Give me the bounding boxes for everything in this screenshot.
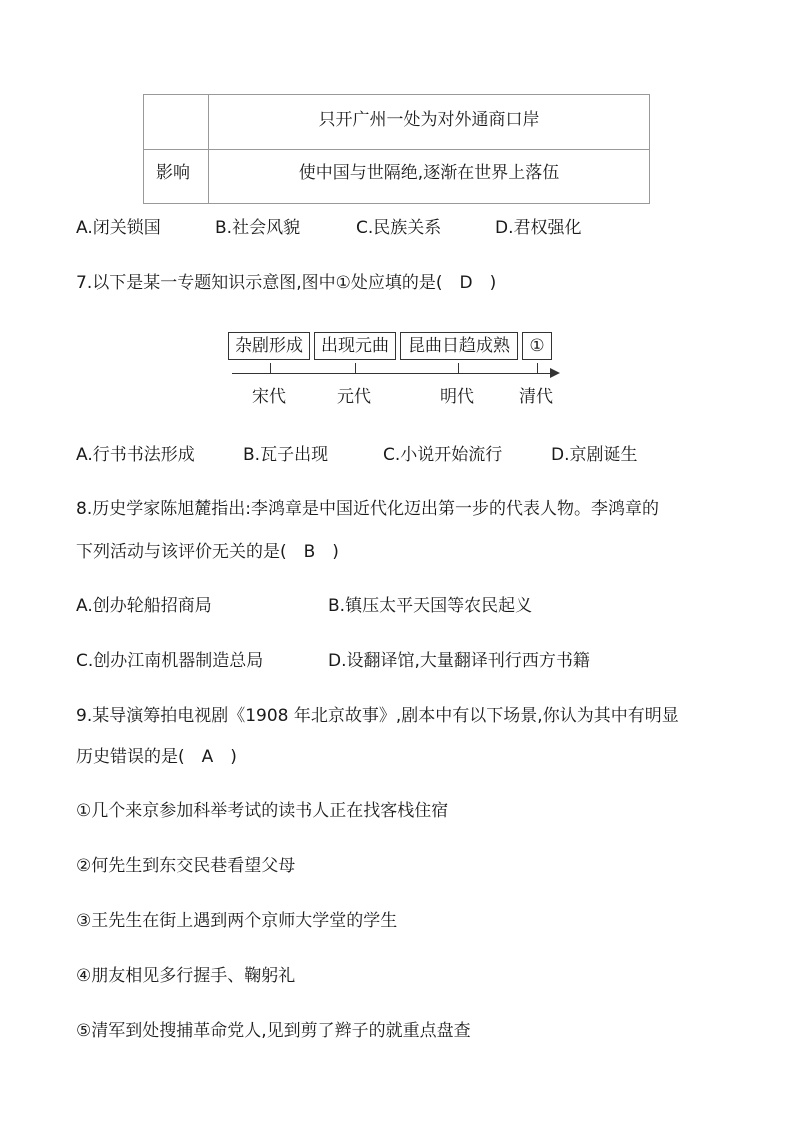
era-label-ming: 明代: [440, 387, 474, 407]
q6-option-b: B.社会风貌: [215, 218, 301, 238]
q6-option-c: C.民族关系: [356, 218, 442, 238]
q8-stem-line1: 8.历史学家陈旭麓指出:李鸿章是中国近代化迈出第一步的代表人物。李鸿章的: [76, 499, 659, 519]
q7-option-b: B.瓦子出现: [243, 445, 329, 465]
q6-option-d: D.君权强化: [495, 218, 582, 238]
timeline-arrow-icon: [550, 368, 560, 378]
q9-item-3: ③王先生在街上遇到两个京师大学堂的学生: [76, 911, 398, 931]
q6-table: [143, 94, 650, 204]
q8-stem-line2: 下列活动与该评价无关的是( B ): [76, 542, 339, 562]
era-label-song: 宋代: [252, 387, 286, 407]
table-row2-content: 使中国与世隔绝,逐渐在世界上落伍: [298, 163, 560, 183]
q9-stem-line2: 历史错误的是( A ): [76, 747, 237, 767]
era-label-qing: 清代: [519, 387, 553, 407]
diagram-box-blank: ①: [522, 332, 552, 360]
q8-option-c: C.创办江南机器制造总局: [76, 651, 264, 671]
timeline-tick: [537, 363, 538, 373]
diagram-box-kunqu: 昆曲日趋成熟: [400, 332, 518, 360]
q9-item-4: ④朋友相见多行握手、鞠躬礼: [76, 966, 296, 986]
q7-option-a: A.行书书法形成: [76, 445, 195, 465]
q9-stem-line1: 9.某导演筹拍电视剧《1908 年北京故事》,剧本中有以下场景,你认为其中有明显: [76, 706, 679, 726]
q9-item-1: ①几个来京参加科举考试的读书人正在找客栈住宿: [76, 801, 449, 821]
timeline-tick: [270, 363, 271, 373]
q9-item-2: ②何先生到东交民巷看望父母: [76, 856, 296, 876]
timeline-axis: [232, 373, 552, 374]
q7-option-d: D.京剧诞生: [551, 445, 638, 465]
q8-option-d: D.设翻译馆,大量翻译刊行西方书籍: [328, 651, 590, 671]
q7-option-c: C.小说开始流行: [383, 445, 503, 465]
table-row-divider: [144, 149, 649, 150]
diagram-box-zaju: 杂剧形成: [228, 332, 310, 360]
q9-item-5: ⑤清军到处搜捕革命党人,见到剪了辫子的就重点盘查: [76, 1021, 471, 1041]
q6-option-a: A.闭关锁国: [76, 218, 161, 238]
table-row2-label: 影响: [156, 163, 190, 183]
q7-stem: 7.以下是某一专题知识示意图,图中①处应填的是( D ): [76, 273, 497, 293]
diagram-box-yuanqu: 出现元曲: [314, 332, 396, 360]
table-row1-content: 只开广州一处为对外通商口岸: [318, 110, 540, 130]
q8-option-a: A.创办轮船招商局: [76, 596, 212, 616]
era-label-yuan: 元代: [337, 387, 371, 407]
timeline-tick: [458, 363, 459, 373]
q8-option-b: B.镇压太平天国等农民起义: [328, 596, 533, 616]
timeline-tick: [355, 363, 356, 373]
